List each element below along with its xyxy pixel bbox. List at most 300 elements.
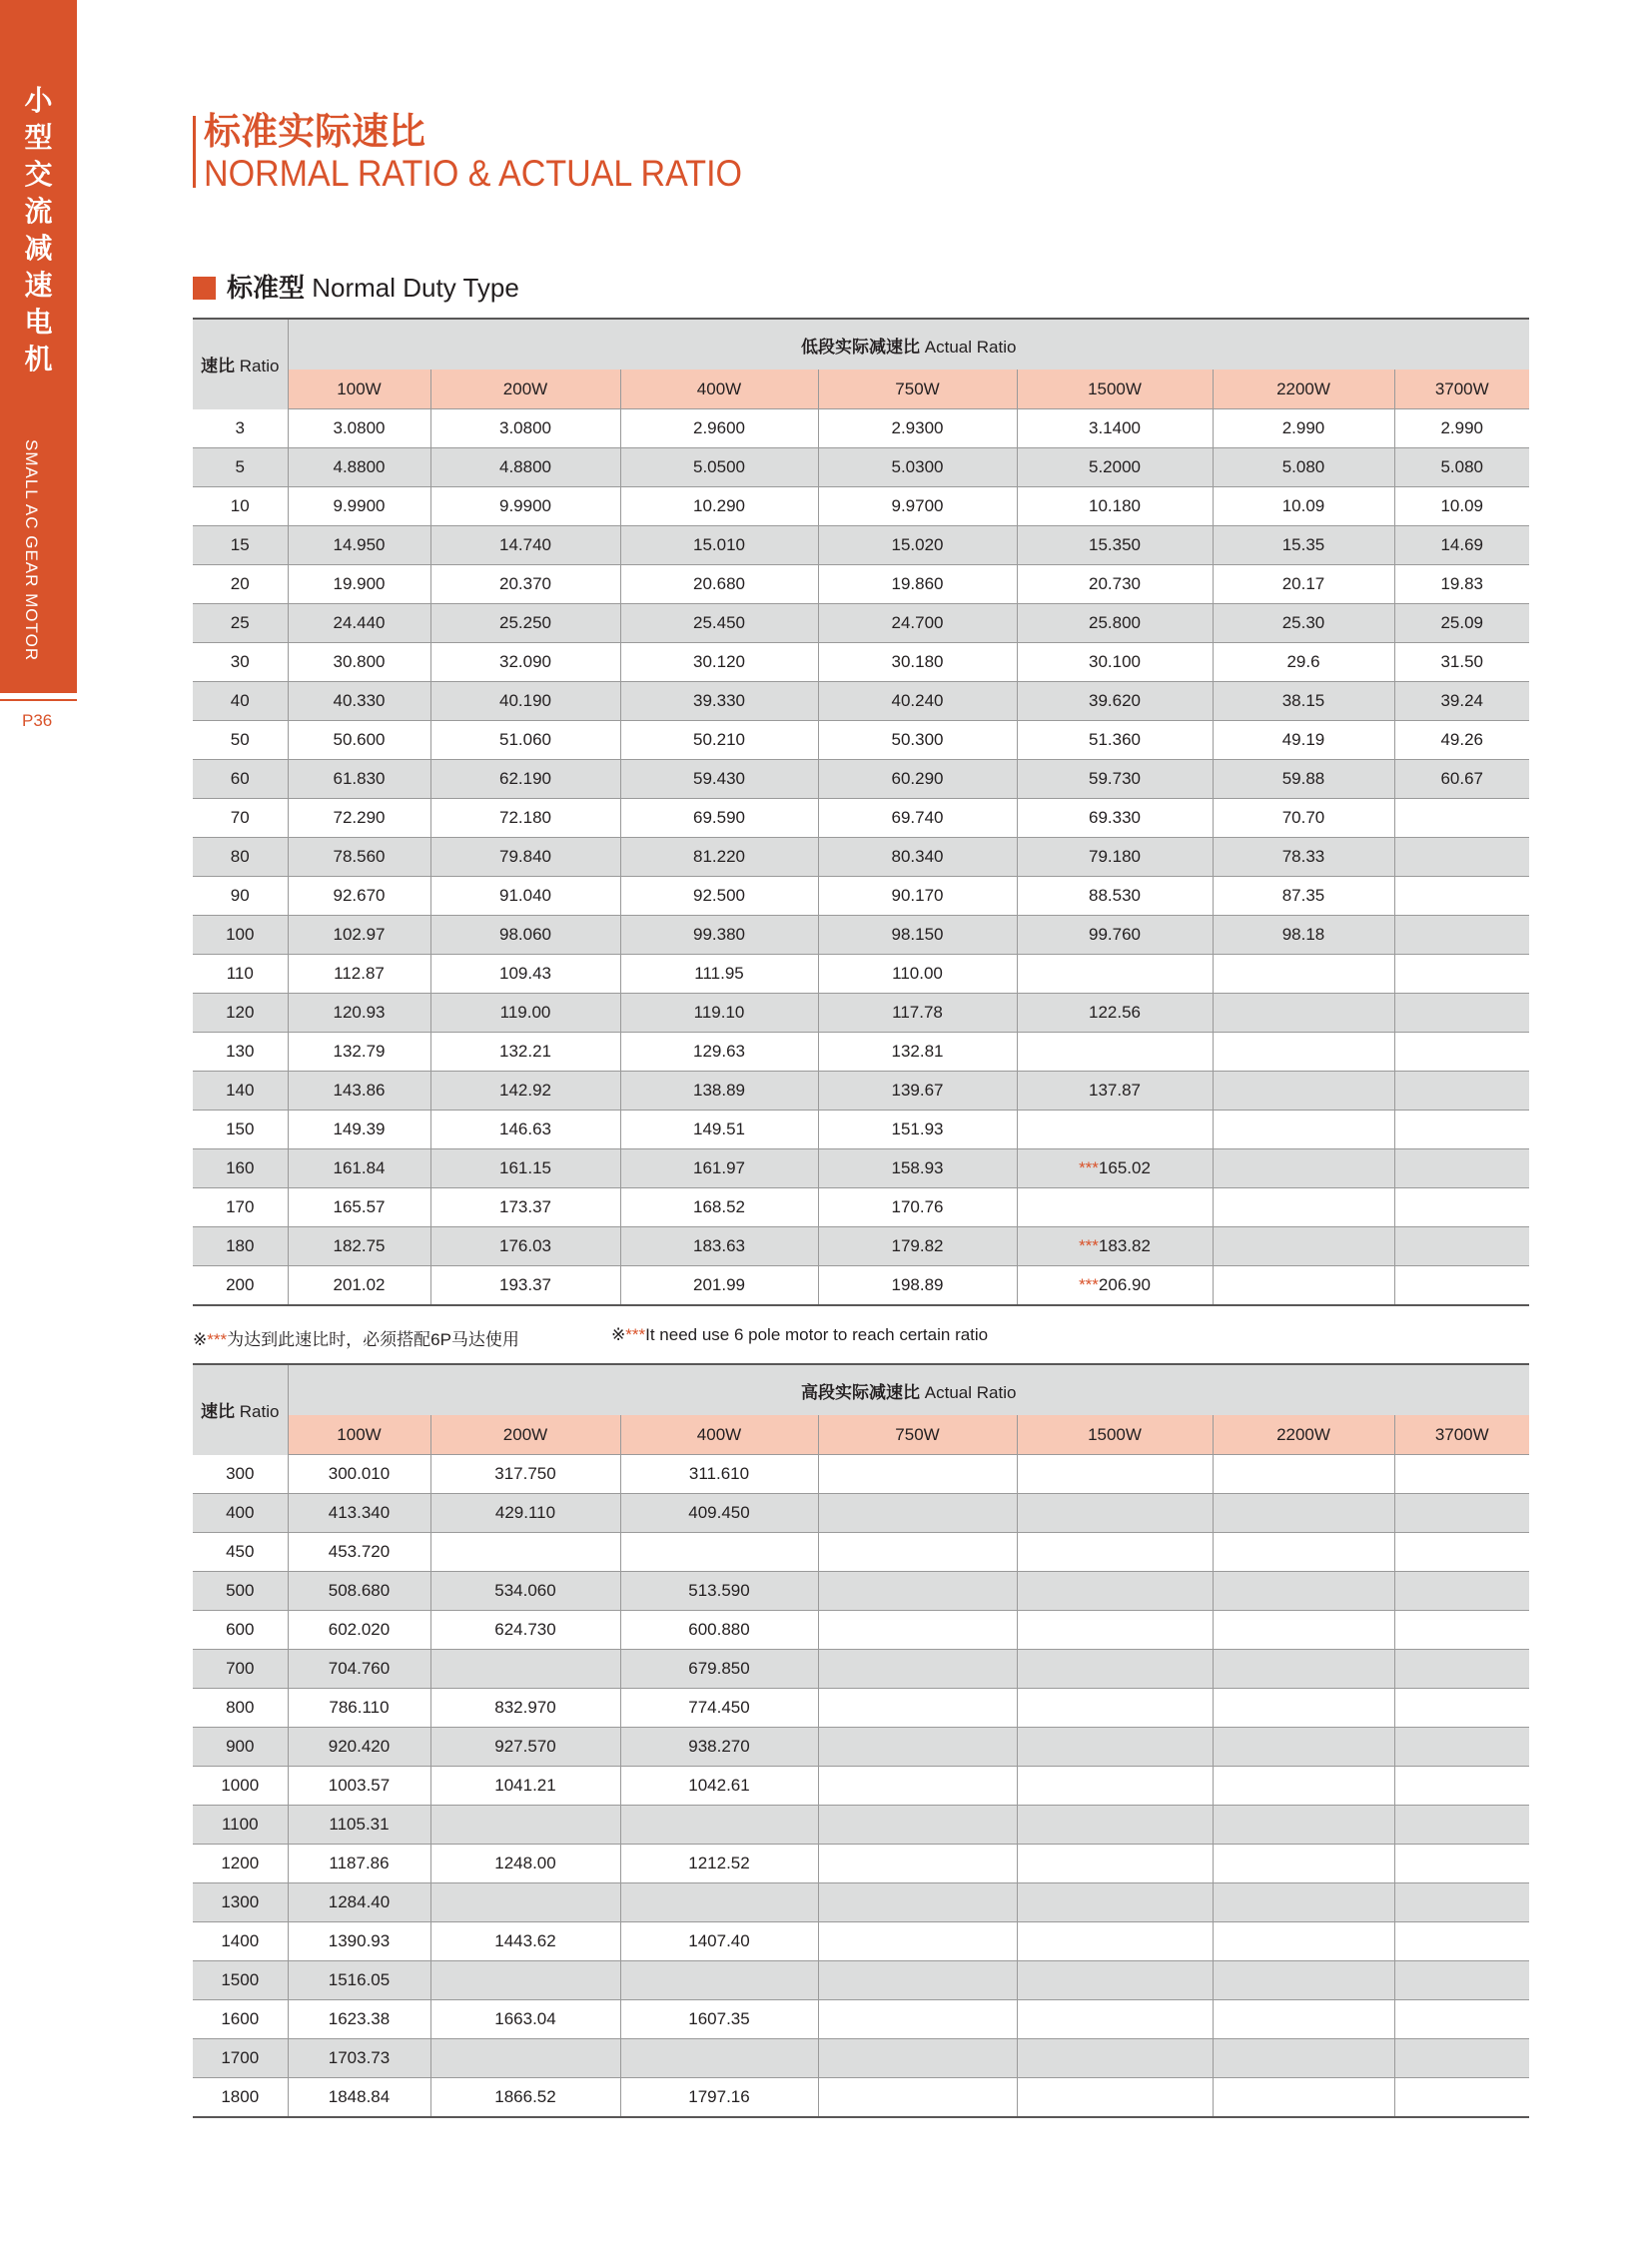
value-cell: 88.530: [1017, 877, 1213, 916]
value-cell: [1017, 1767, 1213, 1806]
value-cell: 138.89: [620, 1072, 818, 1111]
table-row: [193, 877, 1529, 916]
value-cell: 110.00: [818, 955, 1017, 994]
value-cell: 40.240: [818, 682, 1017, 721]
value-cell: 137.87: [1017, 1072, 1213, 1111]
value-cell: [1213, 1149, 1394, 1188]
value-cell: 1607.35: [620, 2000, 818, 2039]
value-cell: ***206.90: [1017, 1266, 1213, 1306]
value-cell: [430, 1806, 620, 1845]
value-cell: 161.97: [620, 1149, 818, 1188]
value-cell: 50.300: [818, 721, 1017, 760]
value-cell: 1212.52: [620, 1845, 818, 1883]
value-cell: 920.420: [288, 1728, 430, 1767]
value-cell: 151.93: [818, 1111, 1017, 1149]
value-cell: 119.00: [430, 994, 620, 1033]
value-cell: 1703.73: [288, 2039, 430, 2078]
value-cell: ***183.82: [1017, 1227, 1213, 1266]
table-row: [193, 565, 1529, 604]
value-cell: 20.730: [1017, 565, 1213, 604]
ratio-cell: 40: [193, 682, 288, 721]
value-cell: 98.18: [1213, 916, 1394, 955]
six-pole-marker: ***: [625, 1325, 646, 1344]
power-header: 400W: [620, 1415, 818, 1455]
value-cell: 429.110: [430, 1494, 620, 1533]
ratio-cell: 50: [193, 721, 288, 760]
value-cell: 20.680: [620, 565, 818, 604]
table-row: [193, 409, 1529, 448]
value-cell: 122.56: [1017, 994, 1213, 1033]
value-cell: 24.440: [288, 604, 430, 643]
ratio-cell: 1500: [193, 1961, 288, 2000]
value-cell: 40.330: [288, 682, 430, 721]
value-cell: 158.93: [818, 1149, 1017, 1188]
value-cell: 311.610: [620, 1455, 818, 1494]
value-cell: [1394, 1611, 1529, 1650]
value-cell: 142.92: [430, 1072, 620, 1111]
value-cell: [1213, 1266, 1394, 1306]
power-header: 2200W: [1213, 370, 1394, 409]
value-cell: 14.69: [1394, 526, 1529, 565]
ratio-cell: 1200: [193, 1845, 288, 1883]
value-cell: [1213, 1188, 1394, 1227]
value-cell: 2.990: [1213, 409, 1394, 448]
value-cell: 49.26: [1394, 721, 1529, 760]
value-cell: [1213, 994, 1394, 1033]
value-cell: 79.840: [430, 838, 620, 877]
value-cell: [818, 2078, 1017, 2118]
table-row: [193, 1227, 1529, 1266]
table-row: [193, 526, 1529, 565]
value-cell: 78.33: [1213, 838, 1394, 877]
value-cell: [1394, 1494, 1529, 1533]
sidebar-title-en: SMALL AC GEAR MOTOR: [22, 439, 41, 662]
value-cell: 624.730: [430, 1611, 620, 1650]
value-cell: 50.210: [620, 721, 818, 760]
value-cell: 60.290: [818, 760, 1017, 799]
value-cell: [1394, 1227, 1529, 1266]
ratio-cell: 600: [193, 1611, 288, 1650]
value-cell: [1213, 1227, 1394, 1266]
ratio-cell: 170: [193, 1188, 288, 1227]
value-cell: [818, 1689, 1017, 1728]
value-cell: [430, 1533, 620, 1572]
value-cell: 168.52: [620, 1188, 818, 1227]
value-cell: 600.880: [620, 1611, 818, 1650]
ratio-cell: 100: [193, 916, 288, 955]
value-cell: 30.100: [1017, 643, 1213, 682]
value-cell: [1213, 1072, 1394, 1111]
table-row: [193, 799, 1529, 838]
value-cell: 1797.16: [620, 2078, 818, 2118]
value-cell: 102.97: [288, 916, 430, 955]
sidebar-divider: [0, 699, 77, 701]
power-header: 400W: [620, 370, 818, 409]
value-cell: [1394, 1806, 1529, 1845]
value-cell: 173.37: [430, 1188, 620, 1227]
value-cell: 25.250: [430, 604, 620, 643]
value-cell: 19.83: [1394, 565, 1529, 604]
value-cell: [430, 1883, 620, 1922]
page-title-en: NORMAL RATIO & ACTUAL RATIO: [204, 153, 743, 194]
value-cell: [1394, 1033, 1529, 1072]
section-title: [227, 272, 519, 304]
table-row: [193, 1845, 1529, 1883]
value-cell: 51.360: [1017, 721, 1213, 760]
table-row: [193, 1111, 1529, 1149]
value-cell: 146.63: [430, 1111, 620, 1149]
table-row: [193, 448, 1529, 487]
value-cell: 111.95: [620, 955, 818, 994]
value-cell: 62.190: [430, 760, 620, 799]
value-cell: [1213, 1767, 1394, 1806]
ratio-cell: 1800: [193, 2078, 288, 2118]
ratio-cell: 110: [193, 955, 288, 994]
value-cell: [1394, 838, 1529, 877]
value-cell: [1017, 1455, 1213, 1494]
value-cell: [1017, 2078, 1213, 2118]
value-cell: [818, 1845, 1017, 1883]
value-cell: [1017, 1922, 1213, 1961]
value-cell: 50.600: [288, 721, 430, 760]
value-cell: 92.500: [620, 877, 818, 916]
value-cell: 4.8800: [288, 448, 430, 487]
value-cell: 1516.05: [288, 1961, 430, 2000]
value-cell: 91.040: [430, 877, 620, 916]
table-row: [193, 760, 1529, 799]
value-cell: 927.570: [430, 1728, 620, 1767]
value-cell: 1042.61: [620, 1767, 818, 1806]
ratio-cell: 120: [193, 994, 288, 1033]
value-cell: [818, 1611, 1017, 1650]
value-cell: [1213, 1961, 1394, 2000]
value-cell: 1390.93: [288, 1922, 430, 1961]
value-cell: 1187.86: [288, 1845, 430, 1883]
ratio-cell: 800: [193, 1689, 288, 1728]
value-cell: 170.76: [818, 1188, 1017, 1227]
value-cell: [818, 1455, 1017, 1494]
value-cell: [1017, 1033, 1213, 1072]
value-cell: 30.180: [818, 643, 1017, 682]
power-header: 750W: [818, 370, 1017, 409]
section-title-cn: 标准型: [227, 273, 306, 303]
value-cell: [1213, 1033, 1394, 1072]
value-cell: 24.700: [818, 604, 1017, 643]
value-cell: 69.330: [1017, 799, 1213, 838]
value-cell: 179.82: [818, 1227, 1017, 1266]
table-row: [193, 1188, 1529, 1227]
value-cell: 72.180: [430, 799, 620, 838]
table-row: [193, 1266, 1529, 1306]
ratio-cell: 90: [193, 877, 288, 916]
ratio-cell: 150: [193, 1111, 288, 1149]
value-cell: 5.0500: [620, 448, 818, 487]
value-cell: 49.19: [1213, 721, 1394, 760]
value-cell: 143.86: [288, 1072, 430, 1111]
value-cell: 39.24: [1394, 682, 1529, 721]
table-row: [193, 916, 1529, 955]
table-row: [193, 1494, 1529, 1533]
value-cell: [430, 2039, 620, 2078]
value-cell: 1443.62: [430, 1922, 620, 1961]
value-cell: 78.560: [288, 838, 430, 877]
value-cell: [620, 1883, 818, 1922]
table-row: [193, 955, 1529, 994]
value-cell: [1213, 1572, 1394, 1611]
value-cell: 59.730: [1017, 760, 1213, 799]
value-cell: 32.090: [430, 643, 620, 682]
value-cell: [430, 1650, 620, 1689]
value-cell: 165.57: [288, 1188, 430, 1227]
note-en: ※***It need use 6 pole motor to reach certain ratio: [611, 1325, 989, 1344]
ratio-cell: 450: [193, 1533, 288, 1572]
value-cell: 92.670: [288, 877, 430, 916]
value-cell: 3.1400: [1017, 409, 1213, 448]
value-cell: 149.39: [288, 1111, 430, 1149]
value-cell: 15.020: [818, 526, 1017, 565]
value-cell: 30.800: [288, 643, 430, 682]
ratio-cell: 200: [193, 1266, 288, 1306]
table-row: [193, 643, 1529, 682]
value-cell: 98.060: [430, 916, 620, 955]
value-cell: [430, 1961, 620, 2000]
value-cell: [1394, 1149, 1529, 1188]
table-row: [193, 1883, 1529, 1922]
value-cell: 1407.40: [620, 1922, 818, 1961]
value-cell: 99.380: [620, 916, 818, 955]
value-cell: 10.180: [1017, 487, 1213, 526]
power-header: 1500W: [1017, 1415, 1213, 1455]
value-cell: [1017, 1188, 1213, 1227]
value-cell: 20.17: [1213, 565, 1394, 604]
ratio-cell: 160: [193, 1149, 288, 1188]
value-cell: 14.740: [430, 526, 620, 565]
value-cell: 183.63: [620, 1227, 818, 1266]
value-cell: [1017, 1806, 1213, 1845]
power-header: 200W: [430, 370, 620, 409]
page-number: P36: [22, 711, 53, 730]
value-cell: 1248.00: [430, 1845, 620, 1883]
value-cell: 602.020: [288, 1611, 430, 1650]
table-row: [193, 1806, 1529, 1845]
value-cell: 98.150: [818, 916, 1017, 955]
value-cell: [1017, 1650, 1213, 1689]
ratio-cell: 1300: [193, 1883, 288, 1922]
value-cell: [1394, 1767, 1529, 1806]
value-cell: [1213, 1806, 1394, 1845]
value-cell: 1866.52: [430, 2078, 620, 2118]
value-cell: 413.340: [288, 1494, 430, 1533]
table-row: [193, 838, 1529, 877]
value-cell: 61.830: [288, 760, 430, 799]
six-pole-marker: ***: [207, 1330, 228, 1349]
value-cell: [1394, 1072, 1529, 1111]
value-cell: [818, 1650, 1017, 1689]
value-cell: [1394, 1266, 1529, 1306]
value-cell: 508.680: [288, 1572, 430, 1611]
value-cell: 10.09: [1394, 487, 1529, 526]
ratio-cell: 130: [193, 1033, 288, 1072]
value-cell: 182.75: [288, 1227, 430, 1266]
value-cell: 704.760: [288, 1650, 430, 1689]
ratio-cell: 1400: [193, 1922, 288, 1961]
table-row: [193, 487, 1529, 526]
ratio-cell: 300: [193, 1455, 288, 1494]
value-cell: 59.88: [1213, 760, 1394, 799]
value-cell: [1213, 1455, 1394, 1494]
value-cell: [1394, 1455, 1529, 1494]
ratio-header: 速比 Ratio: [193, 319, 288, 409]
value-cell: [1394, 2039, 1529, 2078]
value-cell: [818, 1806, 1017, 1845]
value-cell: [1017, 1533, 1213, 1572]
value-cell: 3.0800: [430, 409, 620, 448]
value-cell: 4.8800: [430, 448, 620, 487]
value-cell: 161.84: [288, 1149, 430, 1188]
value-cell: 5.2000: [1017, 448, 1213, 487]
value-cell: 176.03: [430, 1227, 620, 1266]
value-cell: [1394, 916, 1529, 955]
value-cell: 25.09: [1394, 604, 1529, 643]
value-cell: 161.15: [430, 1149, 620, 1188]
value-cell: 60.67: [1394, 760, 1529, 799]
value-cell: 1105.31: [288, 1806, 430, 1845]
value-cell: 59.430: [620, 760, 818, 799]
value-cell: [818, 1494, 1017, 1533]
ratio-cell: 900: [193, 1728, 288, 1767]
section-marker-icon: [193, 277, 216, 300]
power-header: 750W: [818, 1415, 1017, 1455]
value-cell: 132.81: [818, 1033, 1017, 1072]
value-cell: [1394, 799, 1529, 838]
value-cell: [1017, 1961, 1213, 2000]
power-header: 100W: [288, 370, 430, 409]
value-cell: 129.63: [620, 1033, 818, 1072]
ratio-cell: 60: [193, 760, 288, 799]
power-header: 3700W: [1394, 370, 1529, 409]
value-cell: [818, 1883, 1017, 1922]
value-cell: [1394, 1845, 1529, 1883]
ratio-cell: 400: [193, 1494, 288, 1533]
value-cell: [1213, 1611, 1394, 1650]
value-cell: 1041.21: [430, 1767, 620, 1806]
high-group-header: 高段实际减速比 Actual Ratio: [288, 1364, 1529, 1415]
value-cell: [1017, 1572, 1213, 1611]
ratio-cell: 80: [193, 838, 288, 877]
value-cell: 5.080: [1213, 448, 1394, 487]
table-row: [193, 1728, 1529, 1767]
value-cell: 1663.04: [430, 2000, 620, 2039]
value-cell: 149.51: [620, 1111, 818, 1149]
value-cell: [1213, 2039, 1394, 2078]
value-cell: 786.110: [288, 1689, 430, 1728]
value-cell: [1213, 1845, 1394, 1883]
value-cell: [1213, 2000, 1394, 2039]
six-pole-marker: ***: [1079, 1275, 1099, 1294]
value-cell: 19.900: [288, 565, 430, 604]
value-cell: [1394, 1533, 1529, 1572]
value-cell: [1017, 1611, 1213, 1650]
table-row: [193, 604, 1529, 643]
value-cell: 51.060: [430, 721, 620, 760]
value-cell: [1394, 1572, 1529, 1611]
value-cell: 70.70: [1213, 799, 1394, 838]
value-cell: [1017, 1728, 1213, 1767]
value-cell: [1017, 1494, 1213, 1533]
value-cell: 15.350: [1017, 526, 1213, 565]
value-cell: 139.67: [818, 1072, 1017, 1111]
table-row: [193, 1922, 1529, 1961]
value-cell: [1017, 2000, 1213, 2039]
table-row: [193, 2039, 1529, 2078]
value-cell: [1394, 2000, 1529, 2039]
table-row: [193, 721, 1529, 760]
value-cell: 30.120: [620, 643, 818, 682]
value-cell: 90.170: [818, 877, 1017, 916]
ratio-cell: 180: [193, 1227, 288, 1266]
power-header: 2200W: [1213, 1415, 1394, 1455]
value-cell: 117.78: [818, 994, 1017, 1033]
value-cell: 9.9700: [818, 487, 1017, 526]
value-cell: [620, 1961, 818, 2000]
value-cell: [818, 2039, 1017, 2078]
value-cell: [818, 2000, 1017, 2039]
value-cell: 19.860: [818, 565, 1017, 604]
value-cell: 1848.84: [288, 2078, 430, 2118]
value-cell: [818, 1533, 1017, 1572]
value-cell: 938.270: [620, 1728, 818, 1767]
value-cell: 409.450: [620, 1494, 818, 1533]
value-cell: [1213, 1922, 1394, 1961]
value-cell: [1017, 2039, 1213, 2078]
value-cell: 9.9900: [288, 487, 430, 526]
table-row: [193, 682, 1529, 721]
six-pole-marker: ***: [1079, 1236, 1099, 1255]
table-row: [193, 2000, 1529, 2039]
value-cell: 29.6: [1213, 643, 1394, 682]
value-cell: 679.850: [620, 1650, 818, 1689]
value-cell: [1394, 1922, 1529, 1961]
value-cell: [1213, 1883, 1394, 1922]
table-row: [193, 994, 1529, 1033]
value-cell: [1017, 1111, 1213, 1149]
value-cell: [818, 1961, 1017, 2000]
value-cell: [818, 1767, 1017, 1806]
ratio-cell: 25: [193, 604, 288, 643]
value-cell: [1394, 955, 1529, 994]
value-cell: 31.50: [1394, 643, 1529, 682]
table-row: [193, 1572, 1529, 1611]
value-cell: [1394, 1728, 1529, 1767]
value-cell: 81.220: [620, 838, 818, 877]
value-cell: [1213, 1650, 1394, 1689]
value-cell: [1017, 1845, 1213, 1883]
value-cell: 774.450: [620, 1689, 818, 1728]
value-cell: 1623.38: [288, 2000, 430, 2039]
value-cell: [818, 1572, 1017, 1611]
value-cell: 15.35: [1213, 526, 1394, 565]
ratio-cell: 5: [193, 448, 288, 487]
ratio-cell: 70: [193, 799, 288, 838]
value-cell: [818, 1922, 1017, 1961]
ratio-cell: 1100: [193, 1806, 288, 1845]
table-row: [193, 1455, 1529, 1494]
ratio-cell: 1600: [193, 2000, 288, 2039]
value-cell: 9.9900: [430, 487, 620, 526]
value-cell: 2.990: [1394, 409, 1529, 448]
sidebar-title-cn: 小 型 交 流 减 速 电 机: [24, 85, 53, 374]
value-cell: [1394, 2078, 1529, 2118]
